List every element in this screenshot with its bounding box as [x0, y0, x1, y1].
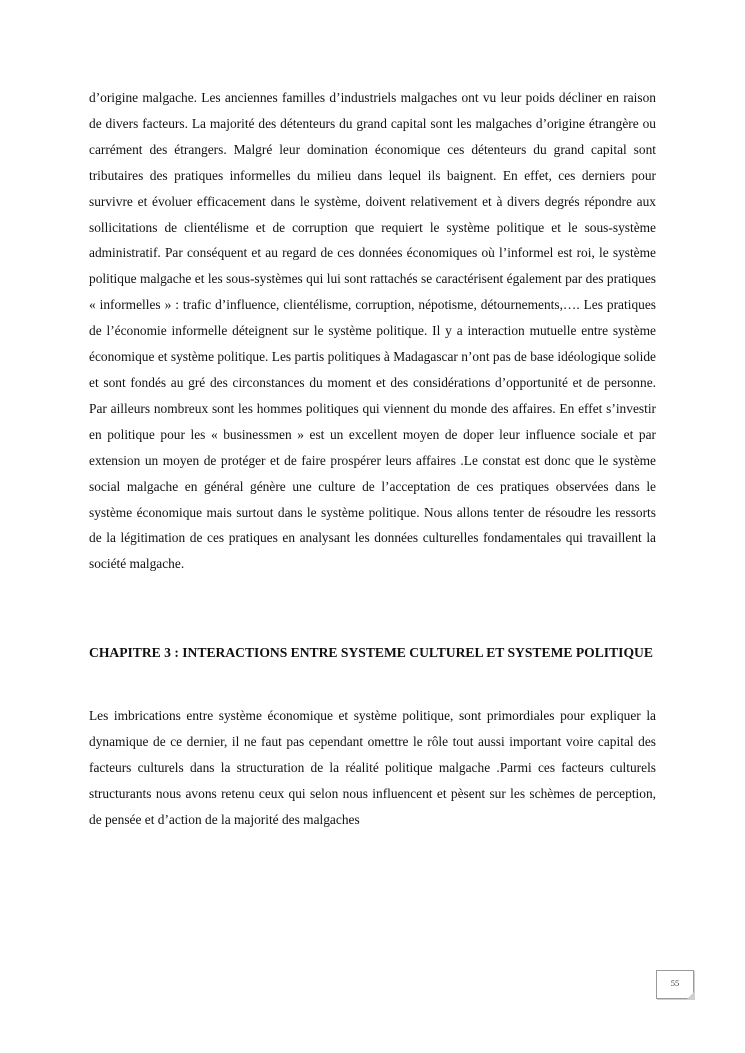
page-number-box [656, 970, 694, 999]
chapter-body-paragraph: Les imbrications entre système économique et système politique, sont primordiales pour expliquer la dynamique de ce dernier, il ne faut pas cependant omettre le rôle tout aussi important voire capital des facteurs culturels dans la structuration de la réalité politique malgache .Parmi ces facteurs culturels structurants nous avons retenu ceux qui selon nous influencent et pèsent sur les schèmes de perception, de pensée et d’action de la majorité des malgaches [89, 708, 656, 827]
page-number: 55 [670, 978, 680, 988]
chapter-heading: CHAPITRE 3 : INTERACTIONS ENTRE SYSTEME CULTUREL ET SYSTEME POLITIQUE [89, 645, 653, 660]
intro-paragraph: d’origine malgache. Les anciennes familles d’industriels malgaches ont vu leur poids décliner en raison de divers facteurs. La majorité des détenteurs du grand capital sont les malgaches d’origine étrangère ou carrément des étrangers. Malgré leur domination économique ces détenteurs du grand capital sont tributaires des pratiques informelles du milieu dans lequel ils baignent. En effet, ces derniers pour survivre et évoluer efficacement dans le système, doivent relativement et à divers degrés répondre aux sollicitations de clientélisme et de corruption que requiert le système politique et le sous-système administratif. Par conséquent et au regard de ces données économiques où l’informel est roi, le système politique malgache et les sous-systèmes qui lui sont rattachés se caractérisent également par des pratiques « informelles » : trafic d’influence, clientélisme, corruption, népotisme, détournements,…. Les pratiques de l’économie informelle déteignent sur le système politique. Il y a interaction mutuelle entre système économique et système politique. Les partis politiques à Madagascar n’ont pas de base idéologique solide et sont fondés au gré des circonstances du moment et des considérations d’opportunité et de personne. Par ailleurs nombreux sont les hommes politiques qui viennent du monde des affaires. En effet s’investir en politique pour les « businessmen » est un excellent moyen de doper leur influence sociale et par extension un moyen de protéger et de faire prospérer leurs affaires .Le constat est donc que le système social malgache en général génère une culture de l’acceptation de ces pratiques observées dans le système économique mais surtout dans le système politique. Nous allons tenter de résoudre les ressorts de la légitimation de ces pratiques en analysant les données culturelles fondamentales qui travaillent la société malgache. [89, 90, 656, 572]
